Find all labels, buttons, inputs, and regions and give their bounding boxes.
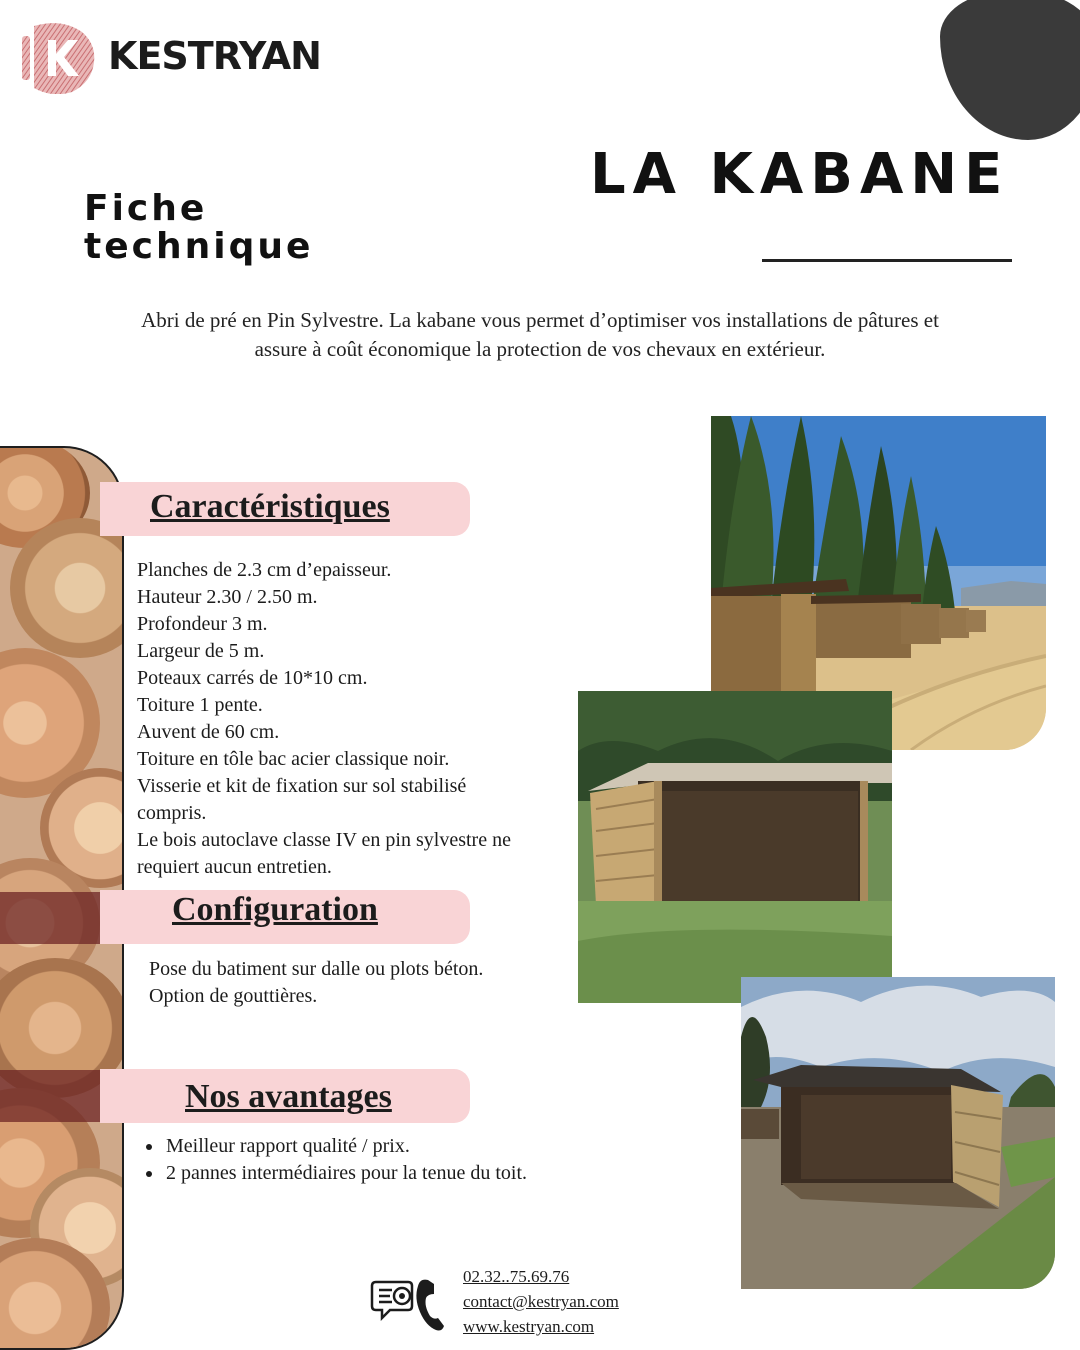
- caracteristique-item: Profondeur 3 m.: [137, 613, 268, 635]
- shelter-grass-photo: [578, 691, 892, 1003]
- subtitle-line-1: Fiche: [84, 188, 208, 229]
- contact-phone-icon: [368, 1276, 448, 1336]
- caracteristique-item: Hauteur 2.30 / 2.50 m.: [137, 586, 318, 608]
- avantage-item: • Meilleur rapport qualité / prix.: [164, 1133, 527, 1160]
- caracteristique-item: Visserie et kit de fixation sur sol stabilisé: [137, 775, 467, 797]
- configuration-list: [149, 956, 483, 1010]
- caracteristiques-list: [137, 557, 511, 881]
- caracteristique-item: Toiture en tôle bac acier classique noir.: [137, 748, 450, 770]
- caracteristique-item: compris.: [137, 802, 207, 824]
- caracteristique-item: Auvent de 60 cm.: [137, 721, 280, 743]
- brand-name: KESTRYAN: [108, 34, 321, 78]
- caracteristique-item: requiert aucun entretien.: [137, 856, 332, 878]
- avantages-heading: Nos avantages: [185, 1078, 392, 1115]
- contact-block: [463, 1264, 619, 1339]
- caracteristique-item: Le bois autoclave classe IV en pin sylvestre ne: [137, 829, 511, 851]
- intro-paragraph: [60, 306, 1020, 364]
- avantage-item: • 2 pannes intermédiaires pour la tenue du toit.: [164, 1160, 527, 1187]
- configuration-heading: Configuration: [172, 891, 378, 928]
- configuration-item: Pose du batiment sur dalle ou plots béton.: [149, 958, 484, 980]
- shelter-cloudy-photo: [741, 977, 1055, 1289]
- contact-email[interactable]: contact@kestryan.com: [463, 1292, 619, 1311]
- page-subtitle: [84, 190, 313, 266]
- intro-line-2: assure à coût économique la protection de vos chevaux en extérieur.: [254, 337, 826, 361]
- subtitle-line-2: technique: [84, 226, 314, 267]
- caracteristique-item: Largeur de 5 m.: [137, 640, 265, 662]
- caracteristique-item: Toiture 1 pente.: [137, 694, 263, 716]
- contact-phone[interactable]: 02.32..75.69.76: [463, 1267, 570, 1286]
- configuration-item: Option de gouttières.: [149, 985, 318, 1007]
- caracteristique-item: Planches de 2.3 cm d’epaisseur.: [137, 559, 392, 581]
- caracteristique-item: Poteaux carrés de 10*10 cm.: [137, 667, 368, 689]
- kestryan-logo-icon: [22, 22, 96, 94]
- decorative-blob: [940, 0, 1080, 140]
- title-underline: [762, 259, 1012, 262]
- intro-line-1: Abri de pré en Pin Sylvestre. La kabane vous permet d’optimiser vos installations de pâtures et: [141, 308, 939, 332]
- caracteristiques-heading: Caractéristiques: [150, 488, 390, 525]
- contact-website[interactable]: www.kestryan.com: [463, 1317, 595, 1336]
- page-title: LA KABANE: [590, 142, 1010, 207]
- avantages-list: [142, 1133, 527, 1187]
